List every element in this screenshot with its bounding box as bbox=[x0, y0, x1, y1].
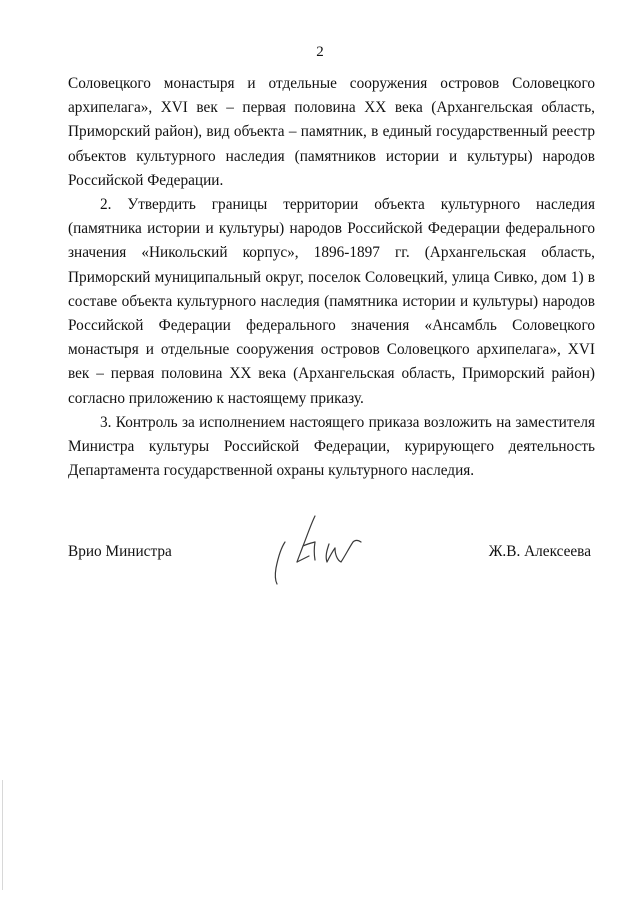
handwritten-signature bbox=[245, 506, 375, 586]
paragraph-item-3: 3. Контроль за исполнением настоящего приказа возложить на заместителя Министра культуры Российской Федерации, курирующего деятельность Департамента государственной охраны культурного наследия. bbox=[68, 413, 595, 480]
document-body bbox=[68, 72, 595, 483]
signatory-title: Врио Министра bbox=[68, 543, 172, 560]
paragraph-continuation: Соловецкого монастыря и отдельные сооружения островов Соловецкого архипелага», XVI век – первая половина XX века (Архангельская область, Приморский район), вид объекта – памятник, в единый государственный реестр объектов культурного наследия (памятников истории и культуры) народов Российской Федерации. bbox=[68, 75, 595, 189]
signatory-name: Ж.В. Алексеева bbox=[488, 543, 591, 560]
page-number: 2 bbox=[316, 44, 324, 60]
paragraph-item-2: 2. Утвердить границы территории объекта культурного наследия (памятника истории и культуры) народов Российской Федерации федерального значения «Никольский корпус», 1896-1897 гг. (Архангельская область, Приморский муниципальный округ, поселок Соловецкий, улица Сивко, дом 1) в составе объекта культурного наследия (памятника истории и культуры) народов Российской Федерации федерального значения «Ансамбль Соловецкого монастыря и отдельные сооружения островов Соловецкого архипелага», XVI век – первая половина XX века (Архангельская область, Приморский район) согласно приложению к настоящему приказу. bbox=[68, 196, 595, 407]
scan-edge-line bbox=[2, 780, 3, 890]
